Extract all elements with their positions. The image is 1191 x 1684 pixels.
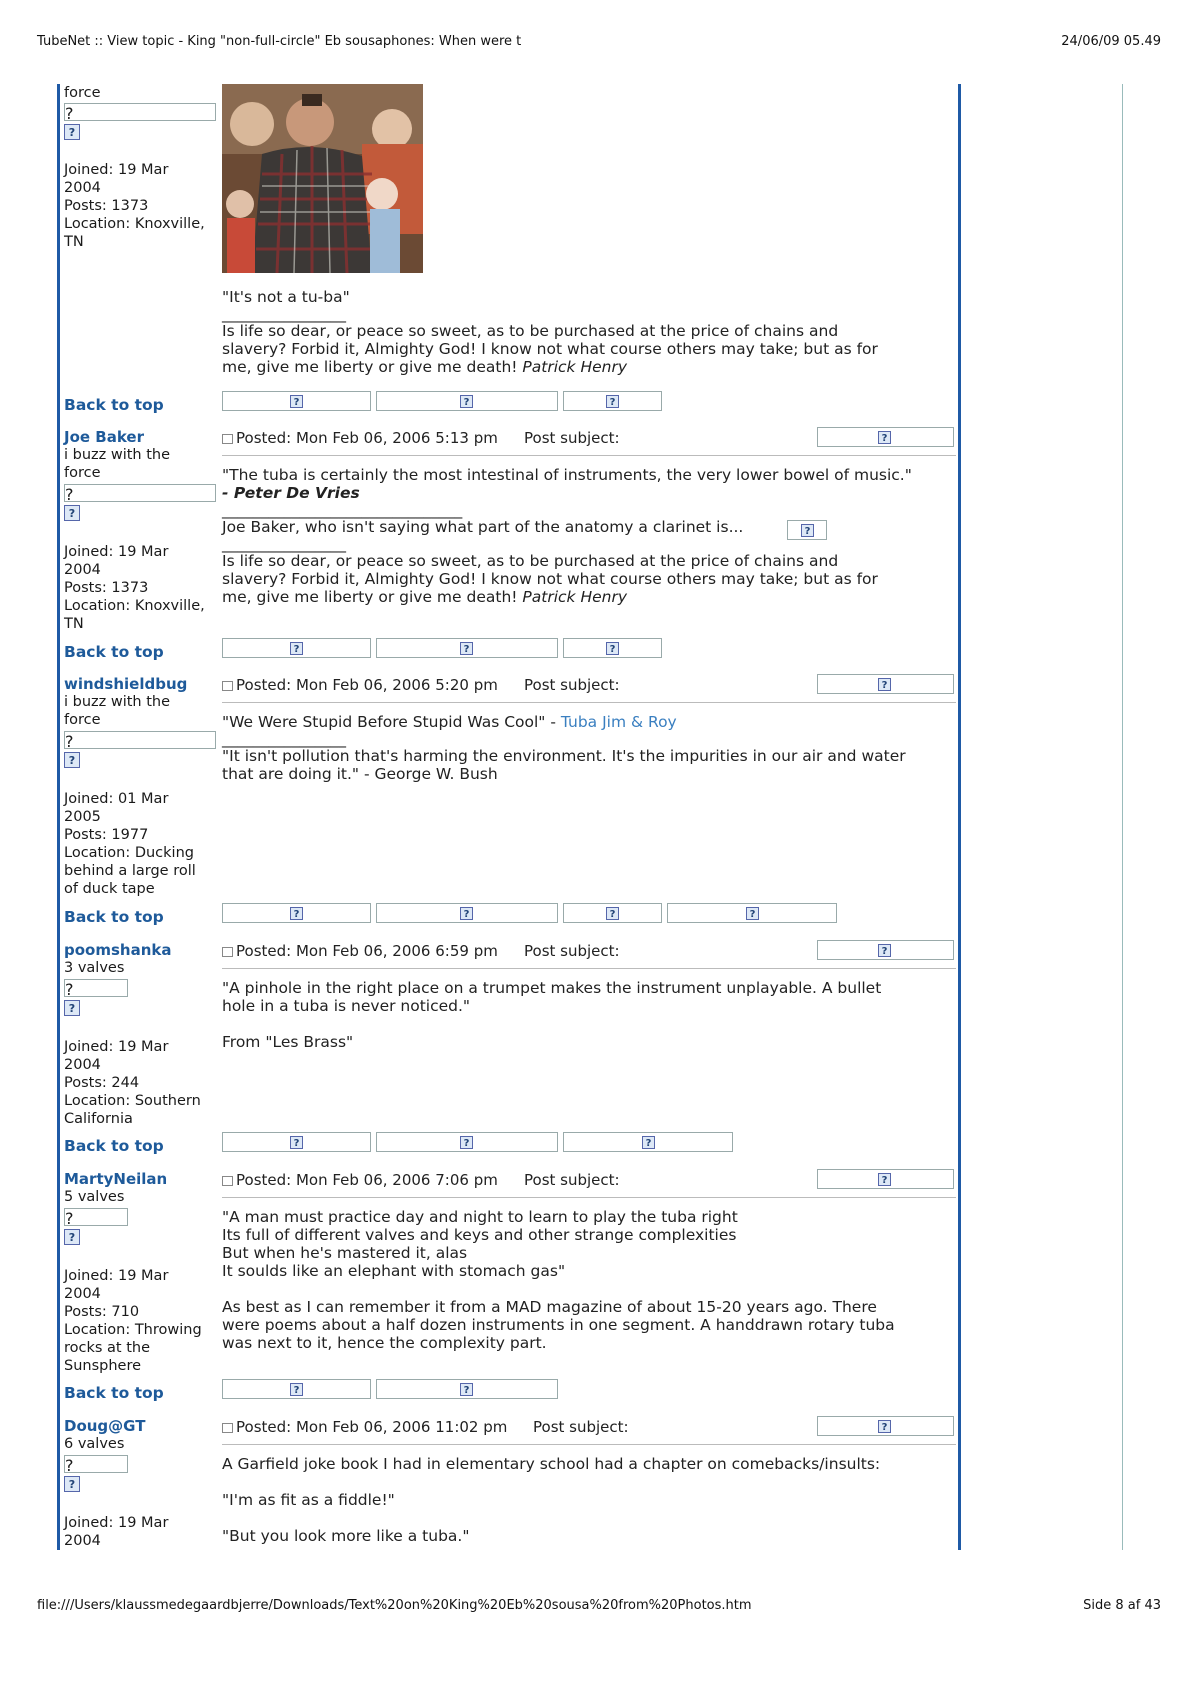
joined-date: Joined: 19 Mar [64,1039,169,1055]
post-text [222,713,956,731]
pm-button[interactable] [376,1379,558,1399]
post-subject-label: Post subject: [524,1171,620,1189]
sig-line: Is life so dear, or peace so sweet, as to be purchased at the price of chains and [222,322,839,340]
post-subject-label: Post subject: [524,429,620,447]
post-separator [222,1197,956,1198]
rank-image [64,1208,128,1226]
post-meta [222,1418,507,1436]
sig-rule: ________________ [222,535,346,553]
website-button[interactable] [563,1132,733,1152]
poster-stats [64,1514,214,1550]
location-cont: California [64,1111,133,1127]
sig-rule: ________________ [222,730,346,748]
post-count: Posts: 1977 [64,827,149,843]
post-icon [222,434,233,444]
post-text: were poems about a half dozen instruments in one segment. A handdrawn rotary tuba [222,1316,895,1334]
post-date: Posted: Mon Feb 06, 2006 7:06 pm [236,1171,498,1189]
poster-stats [64,1267,214,1375]
sig-rule: ________________ [222,305,346,323]
location-cont: behind a large roll [64,863,196,879]
post-text: As best as I can remember it from a MAD magazine of about 15-20 years ago. There [222,1298,877,1316]
poster-stats [64,790,214,898]
broken-image-icon: ? [65,485,74,504]
post-meta [222,676,498,694]
pm-button[interactable] [376,391,558,411]
location: Location: Knoxville, [64,598,205,614]
username[interactable]: Joe Baker [64,428,144,446]
broken-image-icon: ? [460,1383,473,1396]
quote-button[interactable] [817,940,954,960]
user-rank: 5 valves [64,1189,125,1205]
post-body [222,979,956,1051]
page-footer-path: file:///Users/klaussmedegaardbjerre/Downloads/Text%20on%20King%20Eb%20sousa%20from%20Photos.htm [37,1598,752,1613]
post-body [222,1208,956,1352]
rank-image [64,731,216,749]
poster-profile [64,1170,214,1206]
email-button[interactable] [563,638,662,658]
post-text: was next to it, hence the complexity part. [222,1334,547,1352]
broken-image-icon: ? [746,907,759,920]
broken-image-icon: ? [290,395,303,408]
post-separator [222,1444,956,1445]
sig-text: me, give me liberty or give me death! [222,358,518,376]
username[interactable]: windshieldbug [64,675,188,693]
profile-button[interactable] [222,1132,371,1152]
broken-image-icon: ? [290,1383,303,1396]
rank-image [64,103,216,121]
post-meta [222,942,498,960]
user-rank: i buzz with the [64,694,171,710]
post-date: Posted: Mon Feb 06, 2006 5:13 pm [236,429,498,447]
user-rank: 3 valves [64,960,125,976]
post-date: Posted: Mon Feb 06, 2006 6:59 pm [236,942,498,960]
sig-author: Patrick Henry [522,588,628,606]
broken-image-icon: ? [878,1173,891,1186]
sig-text: Joe Baker, who isn't saying what part of the anatomy a clarinet is... [222,518,744,536]
sig-line [222,358,956,376]
joined-year: 2005 [64,809,101,825]
smiley-image [787,520,827,540]
post-body-first [222,288,956,376]
sig-quote: "It's not a tu-ba" [222,288,350,306]
sig-line: Is life so dear, or peace so sweet, as to be purchased at the price of chains and [222,552,839,570]
post-date: Posted: Mon Feb 06, 2006 11:02 pm [236,1418,508,1436]
post-count: Posts: 244 [64,1075,140,1091]
avatar-broken-image-icon: ? [64,1229,80,1245]
broken-image-icon: ? [65,980,74,999]
post-body [222,1455,956,1545]
poster-stats [64,161,214,251]
broken-image-icon: ? [65,732,74,751]
user-rank-cont: force [64,465,101,481]
post-separator [222,968,956,969]
poster-profile [64,428,214,482]
avatar-broken-image-icon: ? [64,505,80,521]
email-button[interactable] [563,903,662,923]
forum-frame-left [57,84,60,1550]
post-separator [222,702,956,703]
broken-image-icon: ? [290,1136,303,1149]
post-count: Posts: 1373 [64,580,149,596]
back-to-top-link[interactable]: Back to top [64,396,164,414]
broken-image-icon: ? [606,907,619,920]
broken-image-icon: ? [460,907,473,920]
poem-line: Its full of different valves and keys and other strange complexities [222,1226,737,1244]
sig-line: "It isn't pollution that's harming the environment. It's the impurities in our air and water [222,747,906,765]
avatar-broken-image-icon: ? [64,1476,80,1492]
joined-date: Joined: 19 Mar [64,1268,169,1284]
sig-line: slavery? Forbid it, Almighty God! I know not what course others may take; but as for [222,570,878,588]
broken-image-icon: ? [290,642,303,655]
joined-year: 2004 [64,1286,101,1302]
broken-image-icon: ? [878,678,891,691]
joined-year: 2004 [64,180,101,196]
post-text: "The tuba is certainly the most intestinal of instruments, the very lower bowel of music." [222,466,912,484]
joined-year: 2004 [64,1533,101,1549]
location: Location: Southern [64,1093,201,1109]
avatar-broken-image-icon: ? [64,752,80,768]
pm-button[interactable] [376,1132,558,1152]
forum-frame-right [958,84,961,1550]
sig-rule: _______________________________ [222,501,463,519]
rank-image [64,979,128,997]
poster-profile [64,84,214,102]
joined-year: 2004 [64,1057,101,1073]
post-icon [222,947,233,957]
broken-image-icon: ? [878,431,891,444]
page-footer-page: Side 8 af 43 [1083,1598,1161,1613]
profile-button[interactable] [222,638,371,658]
user-rank: 6 valves [64,1436,125,1452]
post-text: "But you look more like a tuba." [222,1527,470,1545]
location-cont: TN [64,616,84,632]
post-subject-label: Post subject: [524,942,620,960]
poem-line: It soulds like an elephant with stomach gas" [222,1262,566,1280]
post-body [222,713,956,783]
back-to-top-link[interactable]: Back to top [64,1137,164,1155]
joined-date: Joined: 19 Mar [64,1515,169,1531]
broken-image-icon: ? [606,395,619,408]
joined-date: Joined: 19 Mar [64,162,169,178]
post-separator [222,455,956,456]
poster-stats [64,543,214,633]
broken-image-icon: ? [65,1456,74,1475]
back-to-top-link[interactable]: Back to top [64,908,164,926]
quote-button[interactable] [817,427,954,447]
poster-profile [64,675,214,729]
sig-text: me, give me liberty or give me death! [222,588,518,606]
post-body [222,466,956,606]
location: Location: Ducking [64,845,194,861]
broken-image-icon: ? [878,1420,891,1433]
post-icon [222,681,233,691]
profile-button[interactable] [222,1379,371,1399]
post-text: hole in a tuba is never noticed." [222,997,471,1015]
back-to-top-link[interactable]: Back to top [64,643,164,661]
location-cont: rocks at the [64,1340,151,1356]
sig-author: Patrick Henry [522,358,628,376]
broken-image-icon: ? [290,907,303,920]
quote-button[interactable] [817,1416,954,1436]
post-text: A Garfield joke book I had in elementary school had a chapter on comebacks/insults: [222,1455,881,1473]
poster-profile [64,941,214,977]
post-text: From "Les Brass" [222,1033,354,1051]
location-cont: Sunsphere [64,1358,142,1374]
broken-image-icon: ? [878,944,891,957]
user-rank: i buzz with the [64,447,171,463]
location: Location: Knoxville, [64,216,205,232]
page-frame-right [1122,84,1123,1550]
broken-image-icon: ? [65,1209,74,1228]
page-header-datetime: 24/06/09 05.49 [1061,34,1161,49]
broken-image-icon: ? [460,1136,473,1149]
quote-link[interactable]: Tuba Jim & Roy [560,713,677,731]
website-button[interactable] [667,903,837,923]
avatar-broken-image-icon: ? [64,124,80,140]
profile-button[interactable] [222,903,371,923]
post-subject-label: Post subject: [533,1418,629,1436]
location-cont: of duck tape [64,881,155,897]
rank-image [64,484,216,502]
avatar-broken-image-icon: ? [64,1000,80,1016]
broken-image-icon: ? [606,642,619,655]
post-count: Posts: 1373 [64,198,149,214]
username[interactable]: Doug@GT [64,1417,146,1435]
poem-line: "A man must practice day and night to learn to play the tuba right [222,1208,738,1226]
pm-button[interactable] [376,903,558,923]
post-meta [222,429,498,447]
post-text [222,518,956,536]
quote-author: - Peter De Vries [222,484,360,502]
sig-line: slavery? Forbid it, Almighty God! I know not what course others may take; but as for [222,340,878,358]
broken-image-icon: ? [460,642,473,655]
poster-stats [64,1038,214,1128]
location-cont: TN [64,234,84,250]
profile-button[interactable] [222,391,371,411]
location: Location: Throwing [64,1322,202,1338]
joined-date: Joined: 19 Mar [64,544,169,560]
pm-button[interactable] [376,638,558,658]
quote-button[interactable] [817,1169,954,1189]
signature-photo [222,84,423,273]
post-icon [222,1176,233,1186]
rank-image [64,1455,128,1473]
broken-image-icon: ? [65,104,74,123]
page-header-title: TubeNet :: View topic - King "non-full-circle" Eb sousaphones: When were t [37,34,522,49]
broken-image-icon: ? [460,395,473,408]
quote-text: "We Were Stupid Before Stupid Was Cool" - [222,713,561,731]
username[interactable]: MartyNeilan [64,1170,168,1188]
back-to-top-link[interactable]: Back to top [64,1384,164,1402]
post-text: "I'm as fit as a fiddle!" [222,1491,395,1509]
user-rank-cont: force [64,712,101,728]
quote-button[interactable] [817,674,954,694]
broken-image-icon: ? [642,1136,655,1149]
post-text: "A pinhole in the right place on a trumpet makes the instrument unplayable. A bullet [222,979,882,997]
sig-line [222,588,956,606]
post-subject-label: Post subject: [524,676,620,694]
joined-year: 2004 [64,562,101,578]
post-count: Posts: 710 [64,1304,140,1320]
post-meta [222,1171,498,1189]
username[interactable]: poomshanka [64,941,172,959]
broken-image-icon: ? [801,524,814,537]
email-button[interactable] [563,391,662,411]
joined-date: Joined: 01 Mar [64,791,169,807]
sig-line: that are doing it." - George W. Bush [222,765,498,783]
user-rank: force [64,85,101,101]
post-date: Posted: Mon Feb 06, 2006 5:20 pm [236,676,498,694]
poem-line: But when he's mastered it, alas [222,1244,468,1262]
post-icon [222,1423,233,1433]
poster-profile [64,1417,214,1453]
